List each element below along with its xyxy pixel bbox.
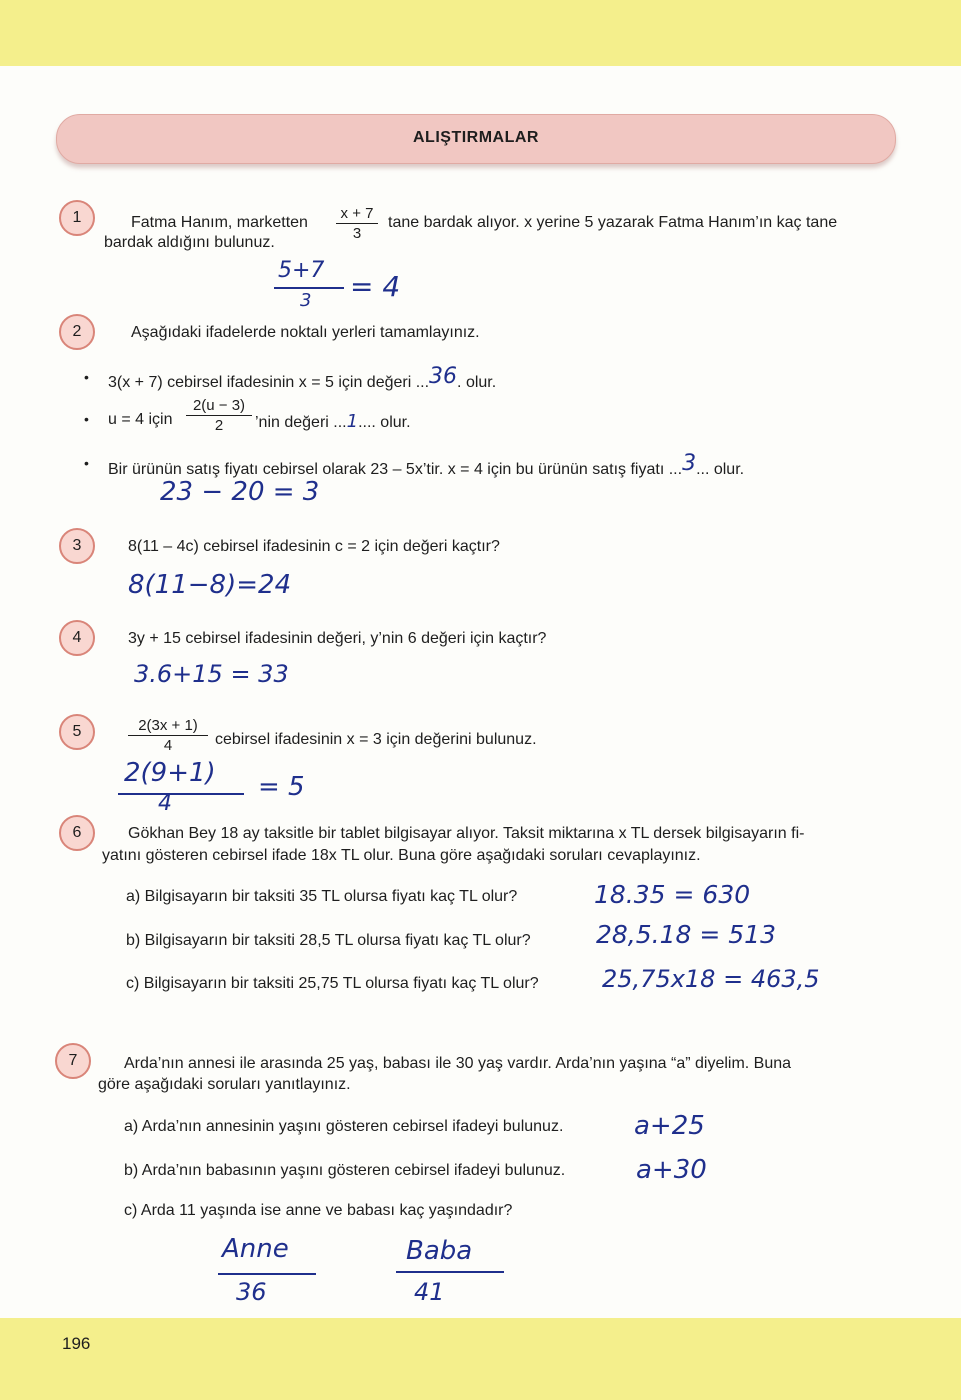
q7-handwritten-mother-label: Anne: [222, 1234, 289, 1264]
q5-fraction-denominator: 4: [163, 737, 173, 754]
q2-item-2-fraction-denominator: 2: [214, 417, 224, 434]
q7-text-b: göre aşağıdaki soruları yanıtlayınız.: [98, 1076, 351, 1093]
q7-handwritten-mother-age: 36: [236, 1278, 267, 1306]
q7-c-text: c) Arda 11 yaşında ise anne ve babası kaç yaşındadır?: [124, 1202, 513, 1219]
question-number-6: 6: [59, 815, 95, 851]
q1-fraction-denominator: 3: [352, 225, 362, 242]
top-color-band: [0, 0, 961, 66]
q2-item-2-fraction: [186, 397, 252, 434]
q2-item-1-handwritten: 36: [429, 364, 458, 389]
q5-fraction: [128, 717, 208, 754]
q5-handwritten-bar: [118, 793, 244, 795]
q2-item-1: [108, 364, 497, 393]
q1-handwritten-denominator: 3: [300, 290, 312, 311]
q6-b-handwritten: 28,5.18 = 513: [596, 920, 776, 949]
q2-item-2-text-b: ’nin değeri ...: [255, 414, 347, 431]
q2-item-3-text: Bir ürünün satış fiyatı cebirsel olarak 23 – 5x’tir. x = 4 için bu ürünün satış fiyatı ...: [108, 461, 683, 478]
q7-handwritten-father-bar: [396, 1271, 504, 1273]
q2-bullet-2: •: [84, 411, 89, 427]
q2-handwritten-work: 23 − 20 = 3: [160, 477, 320, 507]
q2-item-2-rest: [255, 411, 411, 432]
q1-handwritten-bar: [274, 287, 344, 289]
q7-text-a: Arda’nın annesi ile arasında 25 yaş, babası ile 30 yaş vardır. Arda’nın yaşına “a” diyelim. Buna: [124, 1055, 792, 1072]
q4-text: 3y + 15 cebirsel ifadesinin değeri, y’nin 6 değeri için kaçtır?: [128, 630, 547, 647]
q7-handwritten-father-age: 41: [414, 1278, 445, 1306]
q5-handwritten-result: = 5: [258, 772, 305, 802]
bottom-color-band: [0, 1318, 961, 1400]
q6-b-text: b) Bilgisayarın bir taksiti 28,5 TL olursa fiyatı kaç TL olur?: [126, 932, 531, 949]
q5-handwritten-numerator: 2(9+1): [124, 758, 216, 788]
q2-item-1-text: 3(x + 7) cebirsel ifadesinin x = 5 için değeri ...: [108, 374, 430, 391]
q2-item-2-fraction-numerator: 2(u − 3): [192, 397, 246, 414]
section-title: ALIŞTIRMALAR: [413, 129, 539, 146]
q7-b-text: b) Arda’nın babasının yaşını gösteren cebirsel ifadeyi bulunuz.: [124, 1162, 566, 1179]
q7-b-handwritten: a+30: [636, 1155, 707, 1185]
q5-text: cebirsel ifadesinin x = 3 için değerini bulunuz.: [215, 731, 537, 748]
q2-item-1-end: . olur.: [457, 374, 497, 391]
question-number-3: 3: [59, 528, 95, 564]
question-number-2: 2: [59, 314, 95, 350]
q3-text: 8(11 – 4c) cebirsel ifadesinin c = 2 için değeri kaçtır?: [128, 538, 500, 555]
q2-bullet-1: •: [84, 369, 89, 385]
q7-handwritten-father-label: Baba: [406, 1236, 473, 1266]
q2-text: Aşağıdaki ifadelerde noktalı yerleri tamamlayınız.: [131, 324, 480, 341]
q2-item-2-handwritten: 1: [346, 411, 359, 432]
question-number-1: 1: [59, 200, 95, 236]
page-number: 196: [62, 1334, 91, 1353]
q1-handwritten-result: = 4: [350, 270, 401, 303]
q6-c-handwritten: 25,75x18 = 463,5: [602, 965, 820, 993]
section-banner: [56, 114, 896, 164]
q1-handwritten-numerator: 5+7: [278, 258, 325, 283]
q1-fraction: [336, 205, 378, 242]
q2-item-3-handwritten: 3: [682, 451, 697, 476]
q2-item-3-end: ... olur.: [696, 461, 745, 478]
q5-fraction-numerator: 2(3x + 1): [138, 717, 198, 734]
q7-handwritten-mother-bar: [218, 1273, 316, 1275]
question-number-7: 7: [55, 1043, 91, 1079]
q1-text-a: Fatma Hanım, marketten: [131, 214, 308, 231]
q6-text-a: Gökhan Bey 18 ay taksitle bir tablet bilgisayar alıyor. Taksit miktarına x TL dersek bilgisayarın fi-: [128, 825, 805, 842]
q5-handwritten-denominator: 4: [158, 791, 172, 816]
q6-text-b: yatını gösteren cebirsel ifade 18x TL olur. Buna göre aşağıdaki soruları cevaplayınız.: [102, 847, 701, 864]
q2-item-2-end: .... olur.: [358, 414, 411, 431]
q7-a-text: a) Arda’nın annesinin yaşını gösteren cebirsel ifadeyi bulunuz.: [124, 1118, 564, 1135]
q1-text-b: tane bardak alıyor. x yerine 5 yazarak Fatma Hanım’ın kaç tane: [388, 214, 838, 231]
q4-handwritten-answer: 3.6+15 = 33: [134, 660, 289, 688]
q1-fraction-numerator: x + 7: [340, 205, 374, 222]
question-number-5: 5: [59, 714, 95, 750]
q2-item-2-text-a: u = 4 için: [108, 411, 173, 428]
q6-c-text: c) Bilgisayarın bir taksiti 25,75 TL olursa fiyatı kaç TL olur?: [126, 975, 539, 992]
q6-a-handwritten: 18.35 = 630: [594, 880, 751, 909]
q6-a-text: a) Bilgisayarın bir taksiti 35 TL olursa fiyatı kaç TL olur?: [126, 888, 518, 905]
q7-a-handwritten: a+25: [634, 1111, 705, 1141]
question-number-4: 4: [59, 620, 95, 656]
q3-handwritten-answer: 8(11−8)=24: [128, 570, 292, 600]
q1-text-c: bardak aldığını bulunuz.: [104, 234, 275, 251]
q2-bullet-3: •: [84, 455, 89, 471]
